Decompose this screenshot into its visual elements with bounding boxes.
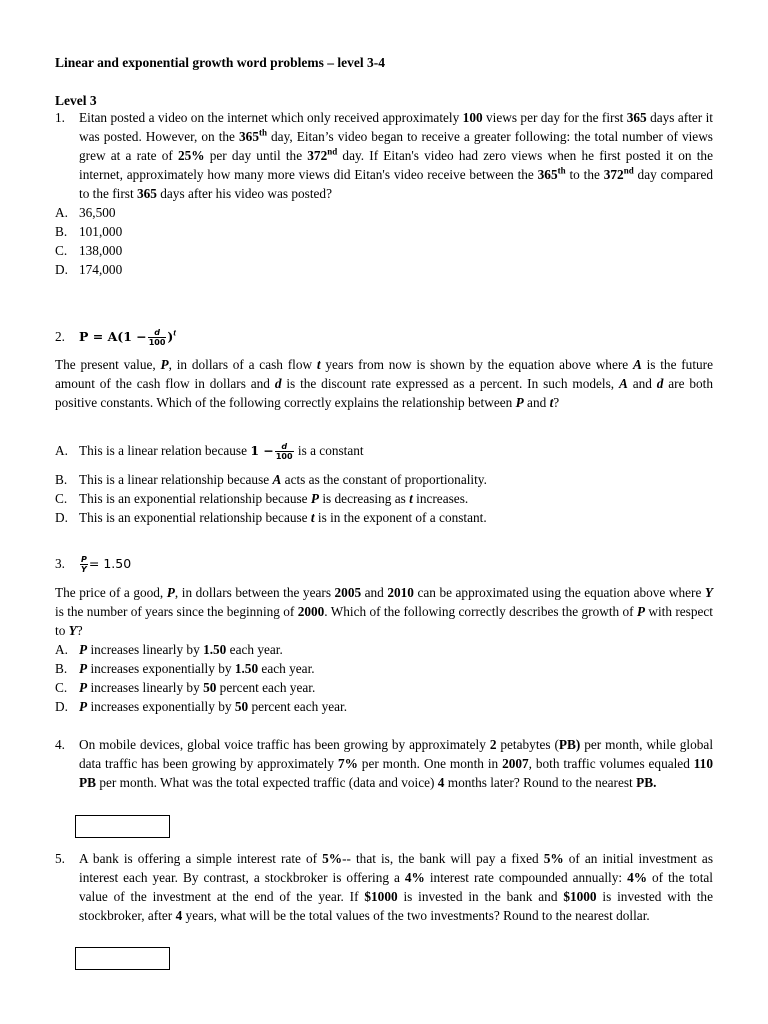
question-1 — [55, 108, 713, 279]
answer-choice[interactable]: B. This is a linear relationship because A acts as the constant of proportionality. — [55, 472, 487, 487]
answer-choice[interactable]: C. P increases linearly by 50 percent each year. — [55, 680, 316, 695]
question-4-text: 4. On mobile devices, global voice traffic has been growing by approximately 2 petabytes (PB) per month, while global data traffic has been growing by approximately 7% per month. One month in 2007, both traffic volumes equaled 110 PB per month. What was the total expected traffic (data and voice) 4 months later? Round to the nearest PB. — [55, 737, 714, 790]
answer-choice[interactable]: C. This is an exponential relationship because P is decreasing as t increases. — [55, 491, 469, 506]
question-3-equation: 3. $\frac{P}{Y}$ = 1.50 — [55, 555, 132, 575]
question-number: 1. — [55, 110, 65, 125]
level-heading: Level 3 — [55, 93, 97, 108]
question-5 — [55, 849, 713, 925]
question-2 — [55, 324, 713, 350]
question-4 — [55, 735, 713, 792]
question-1-text: 1. Eitan posted a video on the internet which only received approximately 100 views per day for the first 365 days after it was posted. However, on the 365th day, Eitan’s video began to receive a greater following: the total number of views grew at a rate of 25% per day until the 372nd day. If Eitan's video had zero views when he first posted it on the internet, approximately how many more views did Eitan's video receive between the 365th to the 372nd day compared to the first 365 days after his video was posted? — [55, 110, 713, 201]
question-2-equation: 2. P = A(1 − $\frac{d}{100}$ )$^t$ — [55, 327, 176, 348]
question-5-text: 5. A bank is offering a simple interest rate of 5%-- that is, the bank will pay a fixed 5% of an initial investment as interest each year. By contrast, a stockbroker is offering a 4% interest rate compounded annually: 4% of the total value of the investment at the end of the year. If $1000 is invested in the bank and $1000 is invested with the stockbroker, after 4 years, what will be the total values of the two investments? Round to the nearest dollar. — [55, 851, 713, 923]
answer-choice[interactable]: B. P increases exponentially by 1.50 each year. — [55, 661, 315, 676]
question-2-text: The present value, P, in dollars of a cash flow t years from now is shown by the equation above where A is the future amount of the cash flow in dollars and d is the discount rate expressed as a percent. In such models, A and d are both positive constants. Which of the following correctly explains the relationship between P and t? — [55, 357, 713, 410]
question-2-choices — [55, 438, 713, 527]
answer-choice[interactable]: A. P increases linearly by 1.50 each year. — [55, 642, 283, 657]
answer-choice[interactable]: D. P increases exponentially by 50 percent each year. — [55, 699, 348, 714]
answer-box-question-4[interactable] — [75, 815, 170, 838]
question-3-text: The price of a good, P, in dollars between the years 2005 and 2010 can be approximated using the equation above where Y is the number of years since the beginning of 2000. Which of the following correctly describes the growth of P with respect to Y? — [55, 585, 713, 638]
answer-choice[interactable]: C. 138,000 — [55, 243, 123, 258]
answer-box-question-5[interactable] — [75, 947, 170, 970]
worksheet-title: Linear and exponential growth word problems – level 3-4 — [55, 55, 386, 70]
answer-choice[interactable]: A. This is a linear relation because 1 − $\frac{d}{100}$ is a constant — [55, 442, 364, 462]
answer-choice[interactable]: D. 174,000 — [55, 262, 123, 277]
answer-choice[interactable]: B. 101,000 — [55, 224, 123, 239]
question-3 — [55, 551, 713, 577]
question-3-choices — [55, 640, 713, 716]
answer-choice[interactable]: D. This is an exponential relationship because t is in the exponent of a constant. — [55, 510, 487, 525]
answer-choice[interactable]: A. 36,500 — [55, 205, 116, 220]
